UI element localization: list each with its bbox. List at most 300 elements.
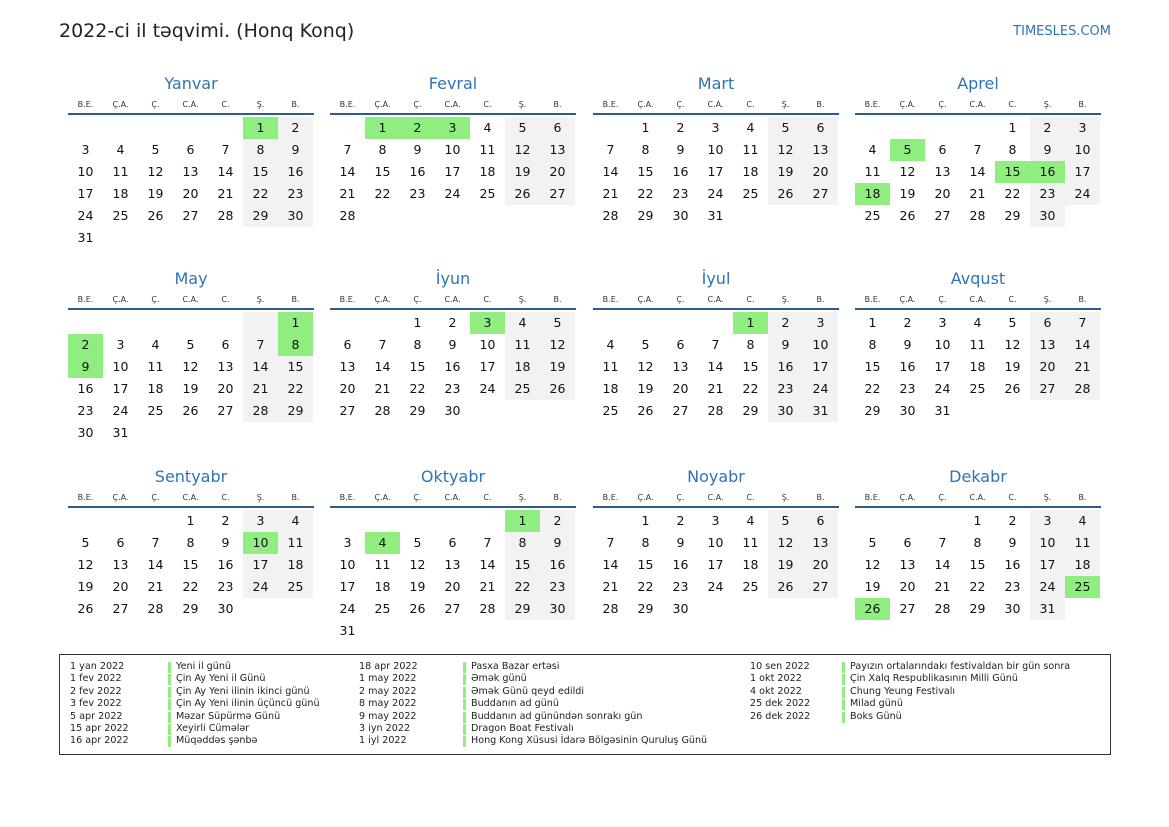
legend-date: 3 iyn 2022	[359, 722, 411, 734]
day-cell: 30	[77, 425, 94, 440]
weekday-header	[593, 292, 839, 310]
legend-holiday-name: Əmək günü	[471, 673, 527, 685]
weekday-label: C.	[746, 100, 755, 109]
day-cell: 18	[112, 186, 129, 201]
holiday-marker	[168, 687, 171, 698]
empty-cell	[593, 312, 628, 334]
day-cell: 14	[1065, 334, 1100, 356]
day-cell: 20	[803, 161, 838, 183]
day-cell: 5	[186, 337, 195, 352]
empty-cell	[173, 117, 208, 139]
holiday-day: 1	[278, 312, 313, 334]
day-cell: 22	[182, 579, 199, 594]
day-cell: 19	[899, 186, 916, 201]
weekday-label: B.	[1078, 493, 1087, 502]
weekday-header	[593, 490, 839, 508]
day-cell: 24	[339, 601, 356, 616]
day-cell: 20	[444, 579, 461, 594]
weekday-label: B.E.	[602, 493, 619, 502]
weekday-label: Ç.	[413, 100, 422, 109]
day-cell: 28	[243, 400, 278, 422]
day-cell: 15	[969, 557, 986, 572]
legend-date: 5 apr 2022	[70, 710, 123, 722]
day-cell: 7	[606, 535, 615, 550]
day-cell: 7	[243, 334, 278, 356]
legend-holiday-name: Məzar Süpürmə Günü	[176, 710, 281, 722]
day-cell: 25	[479, 186, 496, 201]
day-cell: 10	[707, 535, 724, 550]
weekday-label: B.	[553, 295, 562, 304]
day-cell: 22	[969, 579, 986, 594]
weekday-label: Ç.A.	[637, 100, 654, 109]
day-cell: 11	[479, 142, 496, 157]
day-cell: 10	[1030, 532, 1065, 554]
holiday-day: 5	[890, 139, 925, 161]
day-cell: 12	[77, 557, 94, 572]
holiday-day: 4	[365, 532, 400, 554]
day-cell: 16	[899, 359, 916, 374]
day-cell: 19	[409, 579, 426, 594]
day-cell: 26	[77, 601, 94, 616]
site-link[interactable]: TIMESLES.COM	[1013, 24, 1111, 39]
day-cell: 16	[77, 381, 94, 396]
day-cell: 21	[479, 579, 496, 594]
day-cell: 9	[676, 535, 685, 550]
day-cell: 9	[1008, 535, 1017, 550]
day-cell: 27	[339, 403, 356, 418]
day-cell: 25	[602, 403, 619, 418]
day-cell: 15	[278, 356, 313, 378]
empty-cell	[628, 312, 663, 334]
day-cell: 5	[540, 312, 575, 334]
day-cell: 8	[868, 337, 877, 352]
empty-cell	[330, 510, 365, 532]
day-cell: 7	[221, 142, 230, 157]
weekday-label: C.	[483, 100, 492, 109]
day-cell: 28	[217, 208, 234, 223]
day-cell: 19	[768, 554, 803, 576]
legend-item	[359, 673, 771, 685]
day-cell: 15	[409, 359, 426, 374]
day-cell: 9	[540, 532, 575, 554]
day-cell: 21	[969, 186, 986, 201]
legend-item	[359, 661, 771, 673]
weekday-label: Ç.	[938, 100, 947, 109]
day-cell: 4	[606, 337, 615, 352]
month-name: Fevral	[428, 74, 478, 93]
month-9	[68, 466, 314, 620]
day-cell: 21	[374, 381, 391, 396]
weekday-label: Ç.A.	[374, 100, 391, 109]
holiday-marker	[842, 687, 845, 698]
weekday-label: C.	[1008, 100, 1017, 109]
weekday-label: C.A.	[182, 100, 199, 109]
day-cell: 7	[1065, 312, 1100, 334]
holiday-day: 10	[243, 532, 278, 554]
weekday-label: C.	[483, 493, 492, 502]
day-cell: 12	[1004, 337, 1021, 352]
weekday-label: B.E.	[77, 493, 94, 502]
weekday-label: Ş.	[518, 295, 527, 304]
day-cell: 20	[339, 381, 356, 396]
empty-cell	[890, 117, 925, 139]
day-cell: 11	[147, 359, 164, 374]
day-cell: 27	[803, 576, 838, 598]
day-cell: 17	[707, 557, 724, 572]
day-cell: 26	[768, 183, 803, 205]
empty-cell	[138, 312, 173, 334]
day-cell: 25	[742, 186, 759, 201]
holiday-marker	[842, 674, 845, 685]
day-cell: 5	[641, 337, 650, 352]
holiday-day: 26	[855, 598, 890, 620]
day-cell: 20	[112, 579, 129, 594]
day-cell: 19	[77, 579, 94, 594]
month-7	[593, 268, 839, 422]
legend-date: 1 yan 2022	[70, 661, 125, 672]
day-cell: 29	[864, 403, 881, 418]
day-cell: 2	[448, 315, 457, 330]
day-cell: 14	[374, 359, 391, 374]
day-cell: 23	[444, 381, 461, 396]
day-cell: 29	[637, 601, 654, 616]
day-cell: 4	[151, 337, 160, 352]
days-grid	[593, 117, 839, 227]
day-cell: 12	[899, 164, 916, 179]
day-cell: 13	[899, 557, 916, 572]
weekday-label: B.E.	[864, 295, 881, 304]
legend-date: 18 apr 2022	[359, 661, 418, 672]
day-cell: 6	[343, 337, 352, 352]
day-cell: 8	[641, 535, 650, 550]
day-cell: 6	[803, 117, 838, 139]
empty-cell	[400, 510, 435, 532]
day-cell: 5	[505, 117, 540, 139]
day-cell: 14	[934, 557, 951, 572]
day-cell: 26	[540, 378, 575, 400]
month-4	[855, 73, 1101, 227]
day-cell: 6	[221, 337, 230, 352]
day-cell: 20	[899, 579, 916, 594]
day-cell: 1	[186, 513, 195, 528]
day-cell: 14	[243, 356, 278, 378]
day-cell: 22	[1004, 186, 1021, 201]
day-cell: 20	[934, 186, 951, 201]
weekday-label: Ç.	[676, 493, 685, 502]
month-6	[330, 268, 576, 422]
day-cell: 20	[803, 554, 838, 576]
day-cell: 21	[339, 186, 356, 201]
day-cell: 29	[505, 598, 540, 620]
legend-date: 2 may 2022	[359, 685, 417, 697]
empty-cell	[103, 117, 138, 139]
legend-date: 3 fev 2022	[70, 698, 122, 710]
day-cell: 22	[637, 186, 654, 201]
weekday-header	[855, 97, 1101, 115]
day-cell: 18	[1065, 554, 1100, 576]
day-cell: 6	[116, 535, 125, 550]
day-cell: 10	[934, 337, 951, 352]
day-cell: 6	[676, 337, 685, 352]
day-cell: 24	[112, 403, 129, 418]
day-cell: 23	[1004, 579, 1021, 594]
weekday-label: C.A.	[707, 100, 724, 109]
weekday-label: Ş.	[518, 493, 527, 502]
month-1	[68, 73, 314, 249]
legend-holiday-name: Yeni il günü	[176, 661, 231, 672]
weekday-label: C.	[746, 493, 755, 502]
empty-cell	[103, 510, 138, 532]
day-cell: 9	[676, 142, 685, 157]
day-cell: 25	[742, 579, 759, 594]
day-cell: 27	[803, 183, 838, 205]
days-grid	[855, 510, 1101, 620]
day-cell: 19	[768, 161, 803, 183]
day-cell: 13	[444, 557, 461, 572]
day-cell: 16	[1004, 557, 1021, 572]
day-cell: 21	[217, 186, 234, 201]
day-cell: 16	[672, 557, 689, 572]
day-cell: 30	[672, 601, 689, 616]
day-cell: 14	[602, 557, 619, 572]
day-cell: 30	[444, 403, 461, 418]
holiday-day: 2	[68, 334, 103, 356]
day-cell: 20	[540, 161, 575, 183]
weekday-label: Ş.	[1043, 493, 1052, 502]
day-cell: 29	[278, 400, 313, 422]
weekday-label: Ç.A.	[637, 493, 654, 502]
weekday-label: C.A.	[969, 493, 986, 502]
day-cell: 27	[899, 601, 916, 616]
day-cell: 8	[505, 532, 540, 554]
legend-date: 25 dek 2022	[750, 698, 811, 710]
day-cell: 7	[938, 535, 947, 550]
weekday-label: B.E.	[339, 100, 356, 109]
holiday-marker	[842, 699, 845, 710]
day-cell: 27	[672, 403, 689, 418]
day-cell: 1	[641, 513, 650, 528]
legend-date: 10 sen 2022	[750, 661, 810, 672]
empty-cell	[68, 510, 103, 532]
day-cell: 31	[112, 425, 129, 440]
legend-holiday-name: Pasxa Bazar ertəsi	[471, 661, 560, 672]
day-cell: 9	[413, 142, 422, 157]
day-cell: 29	[637, 208, 654, 223]
day-cell: 26	[182, 403, 199, 418]
day-cell: 13	[540, 139, 575, 161]
day-cell: 17	[444, 164, 461, 179]
legend-date: 1 iyl 2022	[359, 735, 407, 747]
day-cell: 31	[339, 623, 356, 638]
day-cell: 23	[899, 381, 916, 396]
day-cell: 22	[409, 381, 426, 396]
day-cell: 2	[221, 513, 230, 528]
weekday-label: C.	[746, 295, 755, 304]
legend-date: 1 fev 2022	[70, 673, 122, 685]
day-cell: 30	[768, 400, 803, 422]
weekday-label: Ç.A.	[899, 493, 916, 502]
day-cell: 17	[77, 186, 94, 201]
holiday-day: 25	[1065, 576, 1100, 598]
weekday-label: Ç.	[413, 493, 422, 502]
month-name: Dekabr	[949, 467, 1007, 486]
weekday-label: B.E.	[864, 100, 881, 109]
day-cell: 5	[81, 535, 90, 550]
month-name: Aprel	[957, 74, 999, 93]
day-cell: 9	[278, 139, 313, 161]
day-cell: 26	[147, 208, 164, 223]
holiday-marker	[842, 662, 845, 673]
holiday-marker	[168, 724, 171, 735]
day-cell: 28	[602, 208, 619, 223]
weekday-label: Ş.	[256, 100, 265, 109]
day-cell: 15	[864, 359, 881, 374]
month-5	[68, 268, 314, 444]
holiday-day: 1	[243, 117, 278, 139]
day-cell: 28	[934, 601, 951, 616]
day-cell: 5	[413, 535, 422, 550]
day-cell: 17	[112, 381, 129, 396]
day-cell: 24	[1030, 576, 1065, 598]
day-cell: 7	[343, 142, 352, 157]
day-cell: 14	[339, 164, 356, 179]
day-cell: 26	[409, 601, 426, 616]
day-cell: 19	[505, 161, 540, 183]
holiday-marker	[463, 712, 466, 723]
day-cell: 2	[278, 117, 313, 139]
day-cell: 25	[505, 378, 540, 400]
holiday-day: 1	[733, 312, 768, 334]
day-cell: 4	[483, 120, 492, 135]
legend-holiday-name: Milad günü	[850, 698, 903, 710]
day-cell: 9	[903, 337, 912, 352]
weekday-header	[68, 97, 314, 115]
legend-holiday-name: Müqəddəs şənbə	[176, 735, 258, 747]
weekday-label: Ş.	[781, 100, 790, 109]
day-cell: 8	[243, 139, 278, 161]
day-cell: 10	[803, 334, 838, 356]
weekday-label: Ç.	[676, 295, 685, 304]
holiday-marker	[463, 662, 466, 673]
day-cell: 8	[973, 535, 982, 550]
day-cell: 28	[969, 208, 986, 223]
days-grid	[68, 312, 314, 444]
legend-holiday-name: Buddanın ad günündən sonrakı gün	[471, 710, 643, 722]
legend-item	[750, 686, 1150, 698]
holiday-marker	[463, 724, 466, 735]
day-cell: 2	[676, 513, 685, 528]
day-cell: 3	[1030, 510, 1065, 532]
day-cell: 11	[969, 337, 986, 352]
day-cell: 11	[602, 359, 619, 374]
day-cell: 15	[742, 359, 759, 374]
empty-cell	[208, 117, 243, 139]
weekday-label: B.	[553, 100, 562, 109]
day-cell: 29	[243, 205, 278, 227]
legend-date: 16 apr 2022	[70, 735, 129, 747]
legend-holiday-name: Chung Yeung Festivalı	[850, 685, 956, 697]
day-cell: 14	[969, 164, 986, 179]
day-cell: 8	[413, 337, 422, 352]
day-cell: 2	[768, 312, 803, 334]
holiday-day: 8	[278, 334, 313, 356]
weekday-header	[330, 292, 576, 310]
day-cell: 3	[81, 142, 90, 157]
day-cell: 21	[707, 381, 724, 396]
day-cell: 14	[707, 359, 724, 374]
empty-cell	[68, 117, 103, 139]
weekday-label: Ç.A.	[899, 295, 916, 304]
day-cell: 4	[973, 315, 982, 330]
day-cell: 14	[147, 557, 164, 572]
day-cell: 28	[1065, 378, 1100, 400]
legend-date: 1 okt 2022	[750, 673, 802, 685]
day-cell: 18	[969, 359, 986, 374]
day-cell: 8	[1008, 142, 1017, 157]
day-cell: 24	[77, 208, 94, 223]
day-cell: 7	[606, 142, 615, 157]
day-cell: 11	[742, 142, 759, 157]
empty-cell	[890, 510, 925, 532]
day-cell: 12	[768, 139, 803, 161]
month-11	[593, 466, 839, 620]
day-cell: 4	[505, 312, 540, 334]
day-cell: 18	[374, 579, 391, 594]
day-cell: 21	[243, 378, 278, 400]
weekday-label: Ç.A.	[112, 100, 129, 109]
weekday-header	[855, 490, 1101, 508]
month-name: İyul	[701, 269, 731, 288]
empty-cell	[960, 117, 995, 139]
day-cell: 26	[505, 183, 540, 205]
day-cell: 26	[768, 576, 803, 598]
day-cell: 13	[217, 359, 234, 374]
day-cell: 16	[672, 164, 689, 179]
day-cell: 11	[1065, 532, 1100, 554]
day-cell: 27	[1030, 378, 1065, 400]
day-cell: 10	[479, 337, 496, 352]
weekday-label: Ş.	[781, 493, 790, 502]
empty-cell	[330, 312, 365, 334]
day-cell: 17	[1030, 554, 1065, 576]
day-cell: 2	[540, 510, 575, 532]
legend-item	[359, 711, 771, 723]
day-cell: 6	[938, 142, 947, 157]
legend-item	[359, 723, 771, 735]
day-cell: 1	[973, 513, 982, 528]
weekday-label: B.E.	[77, 295, 94, 304]
day-cell: 23	[672, 579, 689, 594]
legend-holiday-name: Payızın ortalarındakı festivaldan bir gün sonra	[850, 661, 1071, 672]
days-grid	[330, 117, 576, 227]
day-cell: 3	[343, 535, 352, 550]
holiday-legend	[59, 654, 1111, 755]
day-cell: 3	[711, 513, 720, 528]
legend-date: 26 dek 2022	[750, 710, 811, 722]
day-cell: 4	[868, 142, 877, 157]
day-cell: 31	[803, 400, 838, 422]
empty-cell	[208, 312, 243, 334]
weekday-label: Ç.	[151, 493, 160, 502]
day-cell: 9	[221, 535, 230, 550]
day-cell: 22	[374, 186, 391, 201]
day-cell: 14	[217, 164, 234, 179]
holiday-marker	[463, 674, 466, 685]
day-cell: 20	[217, 381, 234, 396]
day-cell: 23	[77, 403, 94, 418]
day-cell: 5	[868, 535, 877, 550]
month-name: Yanvar	[164, 74, 218, 93]
